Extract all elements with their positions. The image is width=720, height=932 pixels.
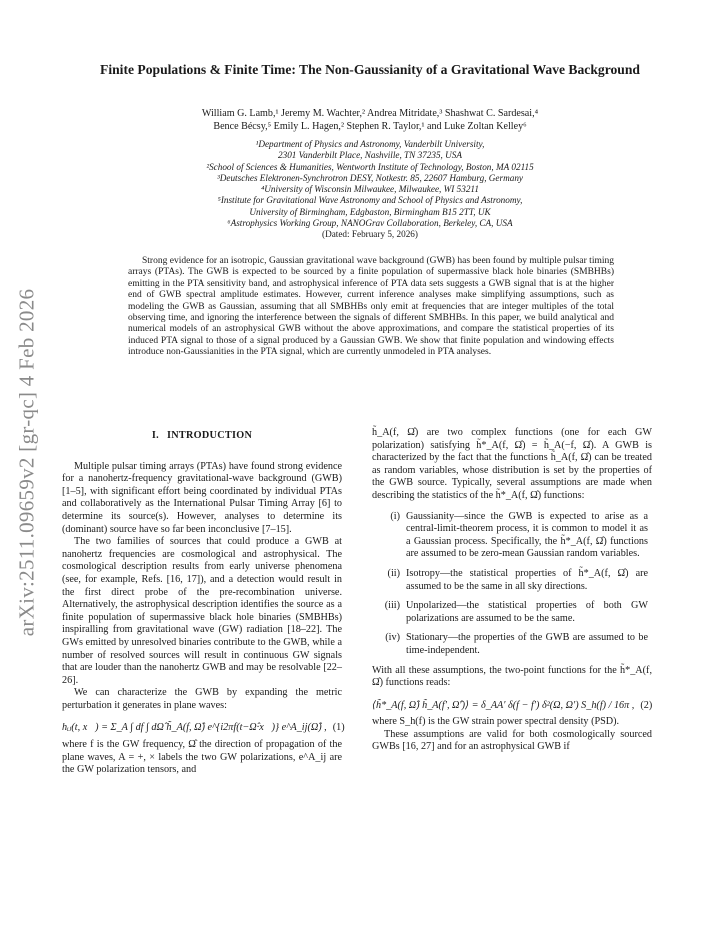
paragraph: These assumptions are valid for both cosmologically sourced GWBs [16, 27] and for an astrophysical GWB if — [372, 728, 652, 753]
affiliation-line: 2301 Vanderbilt Place, Nashville, TN 37235, USA — [278, 150, 462, 161]
list-item-text: Gaussianity—since the GWB is expected to arise as a central-limit-theorem process, it is common to model it as a Gaussian process. Specifically, the h̃*_A(f, Ω̂) functions are assumed to be zero-mean Gaussian random variables. — [406, 510, 648, 560]
list-item — [372, 511, 652, 561]
equation-1-body: hᵢⱼ(t, x⃗) = Σ_A ∫ df ∫ dΩ̂ h̃_A(f, Ω̂) e^{i2πf(t−Ω̂·x⃗)} e^A_ij(Ω̂) , — [62, 722, 327, 734]
list-item — [372, 600, 652, 625]
affiliation-line: ⁵Institute for Gravitational Wave Astronomy and School of Physics and Astronomy, — [217, 195, 523, 206]
affiliations — [110, 139, 630, 241]
abstract: Strong evidence for an isotropic, Gaussian gravitational wave background (GWB) has been found by multiple pulsar timing arrays (PTAs). The GWB is expected to be sourced by a finite population of supermassive black hole binaries (SMBHBs) emitting in the PTA sensitivity band, and astrophysical inference of PTA data sets suggests a GWB signal that is at the higher end of GWB spectral amplitude estimates. However, current inference analyses make simplifying assumptions, such as modeling the GWB as Gaussian, assuming that all SMBHBs only emit at frequencies that are integer multiples of the total observing time, and ignoring the interference between the signals of different SMBHBs. In this paper, we build analytical and numerical models of an astrophysical GWB without the above approximations, and compare the statistical properties of its induced PTA signal to those of a signal produced by a Gaussian GWB. We show that finite population and windowing effects introduce non-Gaussianities in the PTA signal, which are currently unmodeled in PTA analyses. — [128, 256, 614, 358]
list-item-text: Isotropy—the statistical properties of h̃*_A(f, Ω̂) are assumed to be the same in all sky directions. — [406, 567, 648, 592]
paragraph: where S_h(f) is the GW strain power spectral density (PSD). — [372, 716, 620, 728]
affiliation-line: ⁴University of Wisconsin Milwaukee, Milwaukee, WI 53211 — [261, 184, 479, 195]
equation-2-body: ⟨h̃*_A(f, Ω̂) h̃_A(f′, Ω̂′)⟩ = δ_AA′ δ(f − f′) δ²(Ω, Ω′) S_h(f) / 16π , — [372, 699, 635, 711]
section-title: INTRODUCTION — [167, 430, 253, 441]
equation-1 — [62, 722, 345, 735]
paragraph: h̃_A(f, Ω̂) are two complex functions (one for each GW polarization) satisfying h̃*_A(f, Ω̂) = h̃_A(−f, Ω̂). A GWB is characterized by the fact that the functions h̃_A(f, Ω̂) can be treated as random variables, whose distribution is set by the properties of the GWB source. Typically, several assumptions are made when describing the statistics of the h̃*_A(f, Ω̂) functions: — [372, 427, 652, 501]
paragraph: We can characterize the GWB by expanding the metric perturbation it generates in plane waves: — [62, 687, 342, 711]
section-number: I. — [151, 430, 159, 441]
paragraph: With all these assumptions, the two-point functions for the h̃*_A(f, Ω̂) functions reads: — [372, 664, 652, 689]
dated-line: (Dated: February 5, 2026) — [322, 229, 418, 240]
list-item-text: Unpolarized—the statistical properties of both GW polarizations are assumed to be the same. — [406, 600, 648, 624]
right-column — [372, 427, 652, 754]
paragraph: The two families of sources that could produce a GWB at nanohertz frequencies are cosmological and astrophysical. The cosmological description results from early universe phenomena (see, for example, Refs. [16, 17]), and a detection would result in the first direct probe of the pre-recombination universe. Alternatively, the astrophysical description identifies the source as a finite population of supermassive black hole binaries (SMBHBs) inspiralling from gravitational wave (GW) radiation [18–22]. The GWs emitted by unresolved binaries contribute to the GWB, while a number of resolved sources will result in continuous GW signals that are louder than the nanohertz GWB and may be resolvable [22–26]. — [62, 536, 342, 686]
affiliation-line: ²School of Sciences & Humanities, Wentworth Institute of Technology, Boston, MA 02115 — [206, 161, 534, 172]
list-item-label: (ii) — [387, 567, 400, 579]
affiliation-line: University of Birmingham, Edgbaston, Birmingham B15 2TT, UK — [249, 206, 491, 217]
assumption-list — [372, 511, 652, 658]
authors-line-2: Bence Bécsy,⁵ Emily L. Hagen,² Stephen R. Taylor,¹ and Luke Zoltan Kelley⁶ — [213, 121, 527, 133]
list-item-text: Stationary—the properties of the GWB are assumed to be time-independent. — [406, 632, 648, 656]
list-item-label: (iii) — [384, 600, 400, 612]
affiliation-line: ³Deutsches Elektronen-Synchrotron DESY, Notkestr. 85, 22607 Hamburg, Germany — [217, 172, 523, 183]
authors-line-1: William G. Lamb,¹ Jeremy M. Wachter,² Andrea Mitridate,³ Shashwat C. Sardesai,⁴ — [201, 108, 539, 119]
equation-2 — [372, 700, 652, 713]
arxiv-identifier-text: arXiv:2511.09659v2 [gr-qc] 4 Feb 2026 — [14, 288, 39, 636]
equation-1-number: (1) — [332, 722, 345, 734]
left-column — [62, 428, 345, 777]
list-item — [372, 632, 652, 657]
affiliation-line: ¹Department of Physics and Astronomy, Vanderbilt University, — [255, 139, 485, 149]
affiliation-line: ⁶Astrophysics Working Group, NANOGrav Collaboration, Berkeley, CA, USA — [227, 218, 513, 229]
paper-title: Finite Populations & Finite Time: The Non-Gaussianity of a Gravitational Wave Background — [100, 62, 640, 77]
equation-2-number: (2) — [640, 699, 653, 711]
section-heading — [62, 430, 342, 443]
paragraph: Multiple pulsar timing arrays (PTAs) have found strong evidence for a nanohertz-frequency gravitational-wave background (GWB) [1–5], with significant effort being coordinated by individual PTAs and collaboratively as the International Pulsar Timing Array [6] to determine its source(s). However, analyses to determine its (dominant) source have so far been inconclusive [7–15]. — [62, 460, 342, 535]
list-item-label: (i) — [390, 510, 400, 522]
arxiv-identifier — [4, 267, 50, 657]
list-item — [372, 568, 652, 593]
author-list — [110, 107, 630, 133]
list-item-label: (iv) — [385, 632, 400, 644]
paragraph: where f is the GW frequency, Ω̂ the direction of propagation of the plane waves, A = +, × labels the two GW polarizations, e^A_ij are the GW polarization tensors, and — [62, 739, 342, 776]
